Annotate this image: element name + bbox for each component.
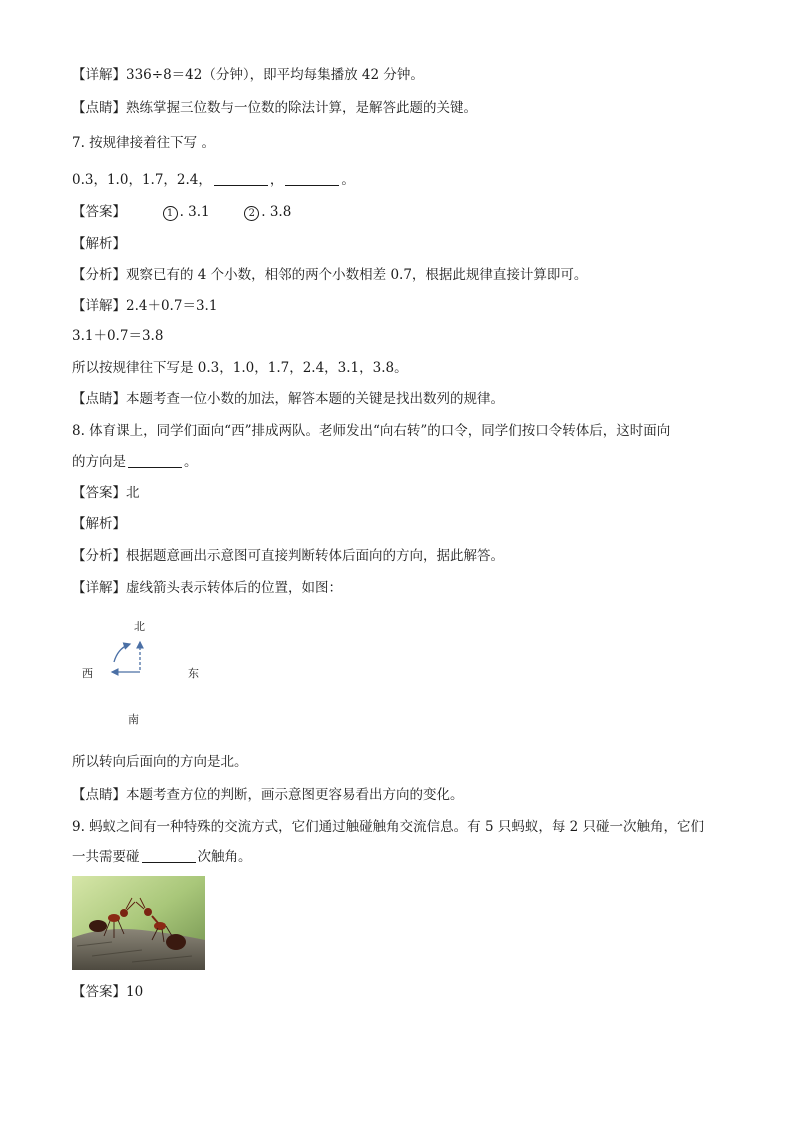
q7-remark: 【点睛】本题考查一位小数的加法，解答本题的关键是找出数列的规律。: [72, 391, 504, 407]
arrows-svg: [72, 612, 232, 732]
q8-question-prefix: 的方向是: [72, 454, 126, 470]
circled-number-1: 1: [163, 206, 178, 221]
q7-detail-2: 3.1＋0.7＝3.8: [72, 328, 164, 344]
direction-diagram: [72, 612, 232, 732]
q9-blank: [142, 848, 196, 863]
q8-question-line-1: 8. 体育课上，同学们面向“西”排成两队。老师发出“向右转”的口令，同学们按口令转体后，这时面向: [72, 423, 671, 439]
label-west: 西: [82, 667, 93, 680]
circled-number-2: 2: [244, 206, 259, 221]
q8-answer: 【答案】北: [72, 485, 140, 501]
q8-question-end: 。: [184, 454, 198, 470]
q9-answer: 【答案】10: [72, 984, 144, 1000]
label-south: 南: [128, 713, 139, 726]
q7-sep: ，: [269, 172, 284, 188]
q9-question-line-2: [72, 847, 252, 867]
q6-detail: 【详解】336÷8＝42（分钟），即平均每集播放 42 分钟。: [72, 67, 424, 83]
q7-detail-1: 【详解】2.4＋0.7＝3.1: [72, 298, 218, 314]
q9-question-end: 次触角。: [197, 849, 252, 865]
q8-analysis-label: 【解析】: [72, 516, 126, 532]
ants-photo: [72, 876, 205, 970]
q7-conclusion: 所以按规律往下写是 0.3，1.0，1.7，2.4，3.1，3.8。: [72, 360, 408, 376]
q7-analysis: 【分析】观察已有的 4 个小数，相邻的两个小数相差 0.7，根据此规律直接计算即可。: [72, 267, 588, 283]
q7-analysis-label: 【解析】: [72, 236, 126, 252]
q7-blank-1: [214, 171, 268, 186]
q7-blank-2: [285, 171, 339, 186]
turn-curve-arrow: [114, 644, 130, 662]
q7-answer-1: . 3.1: [179, 204, 210, 220]
label-north: 北: [134, 620, 145, 633]
q7-answer-label: 【答案】: [72, 204, 126, 220]
q8-blank: [128, 453, 182, 468]
q9-question-line-1: 9. 蚂蚁之间有一种特殊的交流方式，它们通过触碰触角交流信息。有 5 只蚂蚁，每 2 只碰一次触角，它们: [72, 819, 705, 835]
q6-remark: 【点睛】熟练掌握三位数与一位数的除法计算，是解答此题的关键。: [72, 100, 477, 116]
q7-answer: [72, 202, 291, 222]
q9-question-prefix: 一共需要碰: [72, 849, 140, 865]
q8-analysis: 【分析】根据题意画出示意图可直接判断转体后面向的方向，据此解答。: [72, 548, 504, 564]
q7-sequence-prefix: 0.3，1.0，1.7，2.4，: [72, 172, 212, 188]
q8-detail: 【详解】虚线箭头表示转体后的位置，如图：: [72, 580, 342, 596]
q8-question-line-2: [72, 452, 198, 472]
q8-remark: 【点睛】本题考查方位的判断，画示意图更容易看出方向的变化。: [72, 787, 464, 803]
q7-end: 。: [341, 172, 355, 188]
q7-answer-2: . 3.8: [261, 204, 292, 220]
label-east: 东: [188, 667, 199, 680]
q8-conclusion: 所以转向后面向的方向是北。: [72, 754, 248, 770]
q7-question: 7. 按规律接着往下写 。: [72, 135, 215, 151]
q7-sequence: [72, 170, 355, 190]
